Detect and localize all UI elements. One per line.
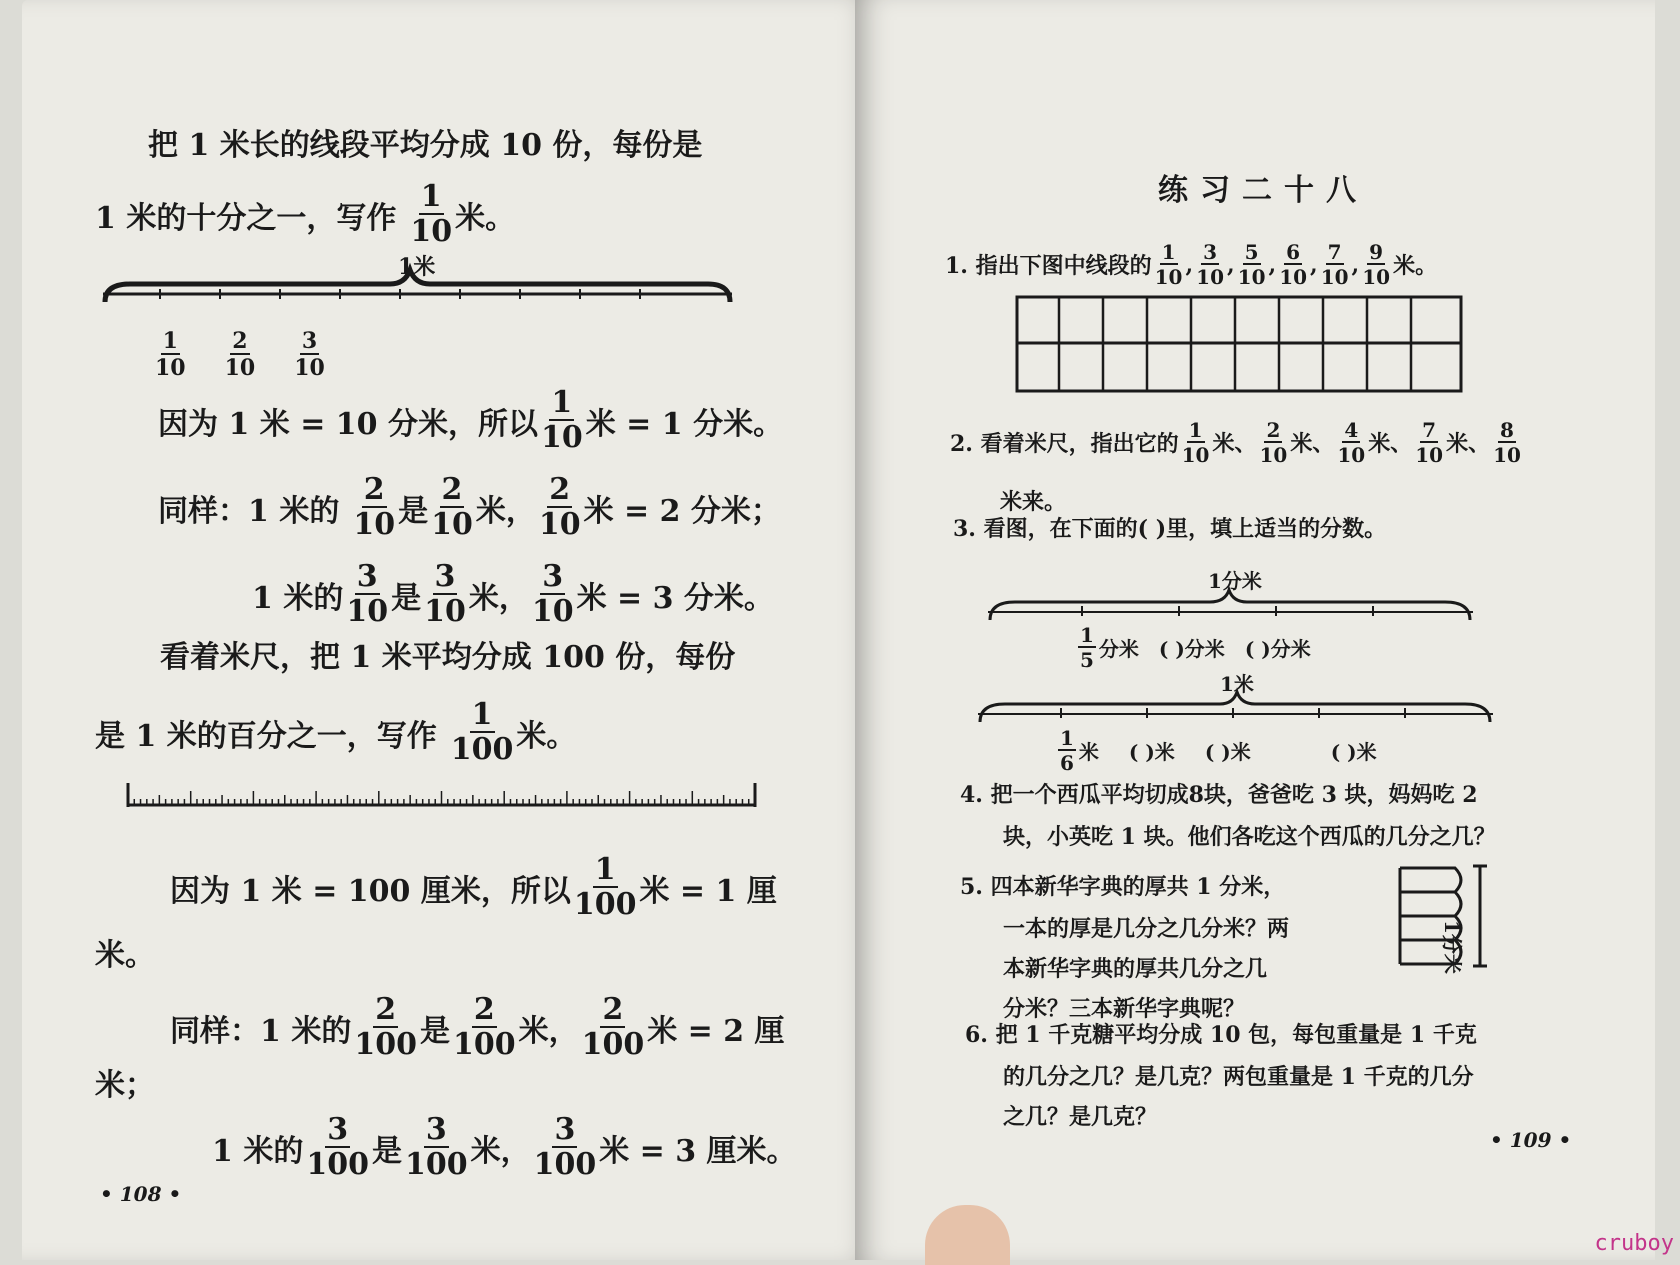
fraction-2-10: $\frac{2}{10}$ (431, 472, 473, 542)
meter-answers: $\frac{1}{6}$ 米 ( )米 ( )米 ( )米 (1060, 726, 1377, 775)
question-4-line-2: 块，小英吃 1 块。他们各吃这个西瓜的几分之几？ (1003, 824, 1496, 850)
line-11: 米； (95, 1068, 155, 1103)
decimeter-label: 1分米 (1208, 569, 1262, 593)
d1-blank-1[interactable]: ( )分米 (1158, 637, 1225, 661)
ruler-1-fractions (152, 330, 328, 379)
fraction-3-100: $\frac{3}{100}$ (306, 1112, 369, 1182)
question-6-line-2: 的几分之几？是几克？两包重量是 1 千克的几分 (1003, 1064, 1474, 1090)
question-5-line-2: 一本的厚是几分之几分米？两 (1003, 916, 1290, 942)
q2-frac-1: $\frac{1}{10}$ (1181, 418, 1210, 467)
fraction-1-10: $\frac{1}{10}$ (540, 385, 583, 455)
fraction-3-100: $\frac{3}{100}$ (533, 1112, 597, 1182)
question-6-line-1: 6. 把 1 千克糖平均分成 10 包，每包重量是 1 千克 (965, 1022, 1477, 1048)
ruler-frac-3: $\frac{3}{10}$ (294, 328, 325, 381)
d1-blank-2[interactable]: ( )分米 (1244, 637, 1311, 661)
ruler-frac-2: $\frac{2}{10}$ (224, 328, 256, 381)
fraction-3-10: $\frac{3}{10}$ (424, 559, 466, 629)
line-8: 因为 1 米 = 100 厘米，所以 $\frac{1}{100}$ 米 = 1 厘 (170, 852, 777, 922)
fraction-3-10: $\frac{3}{10}$ (346, 559, 389, 629)
line-2-text: 1 米的十分之一，写作 (95, 200, 397, 236)
d2-blank-2[interactable]: ( )米 (1204, 740, 1251, 764)
fraction-1-10: $\frac{1}{10}$ (410, 179, 453, 249)
q1-frac-4: $\frac{6}{10}$ (1279, 240, 1308, 289)
fraction-1-100: $\frac{1}{100}$ (450, 697, 514, 767)
question-5-line-1: 5. 四本新华字典的厚共 1 分米， (960, 874, 1286, 900)
d2-blank-3[interactable]: ( )米 (1330, 740, 1377, 764)
meter-brace-2 (975, 682, 1505, 732)
meter-ruler-brace (100, 262, 740, 322)
q1-frac-3: $\frac{5}{10}$ (1237, 240, 1266, 289)
q2-frac-4: $\frac{7}{10}$ (1415, 418, 1444, 467)
decimeter-answers: $\frac{1}{5}$ 分米 ( )分米 ( )分米 (1080, 623, 1311, 672)
question-2: 2. 看着米尺，指出它的 $\frac{1}{10}$ 米、 $\frac{2}{10}$ 米、 $\frac{4}{10}$ 米、 $\frac{7}{10}$ 米、 $\frac{8}{10}$ (950, 418, 1521, 467)
decimeter-brace (985, 580, 1485, 630)
exercise-title: 练习二十八 (1158, 173, 1368, 208)
line-10: 同样：1 米的 $\frac{2}{100}$ 是 $\frac{2}{100}$ 米， $\frac{2}{100}$ 米 = 2 厘 (170, 992, 785, 1062)
q1-frac-2: $\frac{3}{10}$ (1196, 240, 1224, 289)
q2-frac-5: $\frac{8}{10}$ (1493, 418, 1521, 467)
fraction-2-100: $\frac{2}{100}$ (354, 992, 417, 1062)
segment-grid-figure (1015, 295, 1465, 395)
d1-frac: $\frac{1}{5}$ (1080, 623, 1094, 672)
page-number-left: • 108 • (100, 1182, 182, 1206)
q2-frac-2: $\frac{2}{10}$ (1259, 418, 1288, 467)
line-4: 同样：1 米的 $\frac{2}{10}$ 是 $\frac{2}{10}$ 米， $\frac{2}{10}$ 米 = 2 分米； (158, 472, 781, 542)
fraction-1-100: $\frac{1}{100}$ (573, 852, 637, 922)
q1-frac-5: $\frac{7}{10}$ (1320, 240, 1349, 289)
question-4-line-1: 4. 把一个西瓜平均切成8块，爸爸吃 3 块，妈妈吃 2 (960, 782, 1478, 808)
fraction-2-100: $\frac{2}{100}$ (581, 992, 645, 1062)
question-2-cont: 米来。 (1000, 489, 1067, 515)
question-5-line-3: 本新华字典的厚共几分之几 (1003, 956, 1268, 982)
q1-frac-6: $\frac{9}{10}$ (1362, 240, 1391, 289)
line-6: 看着米尺，把 1 米平均分成 100 份，每份 (160, 640, 736, 675)
ruler-1-label: 1米 (398, 254, 436, 280)
line-5: 1 米的 $\frac{3}{10}$ 是 $\frac{3}{10}$ 米， $\frac{3}{10}$ 米 = 3 分米。 (252, 559, 774, 629)
fraction-2-10: $\frac{2}{10}$ (353, 472, 396, 542)
fraction-2-10: $\frac{2}{10}$ (538, 472, 581, 542)
meter-label-2: 1米 (1220, 672, 1254, 696)
line-3: 因为 1 米 = 10 分米，所以 $\frac{1}{10}$ 米 = 1 分米。 (158, 385, 784, 455)
line-2 (95, 179, 516, 249)
watermark: cruboy (1594, 1231, 1674, 1256)
fraction-2-100: $\frac{2}{100}$ (452, 992, 516, 1062)
question-3: 3. 看图，在下面的( )里，填上适当的分数。 (953, 516, 1387, 542)
line-1: 把 1 米长的线段平均分成 10 份，每份是 (148, 128, 703, 163)
fraction-3-100: $\frac{3}{100}$ (404, 1112, 468, 1182)
line-7: 是 1 米的百分之一，写作 $\frac{1}{100}$ 米。 (95, 697, 577, 767)
fraction-3-10: $\frac{3}{10}$ (531, 559, 574, 629)
ruler-frac-1: $\frac{1}{10}$ (155, 328, 186, 381)
question-6-line-3: 之几？是几克？ (1003, 1104, 1158, 1130)
page-number-right: • 109 • (1490, 1128, 1572, 1152)
d2-frac: $\frac{1}{6}$ (1060, 726, 1074, 775)
line-2-unit: 米。 (455, 200, 516, 236)
line-12: 1 米的 $\frac{3}{100}$ 是 $\frac{3}{100}$ 米， $\frac{3}{100}$ 米 = 3 厘米。 (212, 1112, 797, 1182)
dictionary-label: 1分米 (1440, 920, 1464, 974)
question-5-line-4: 分米？三本新华字典呢？ (1003, 996, 1246, 1022)
q2-frac-3: $\frac{4}{10}$ (1337, 418, 1366, 467)
q1-frac-1: $\frac{1}{10}$ (1154, 240, 1183, 289)
centimeter-ruler (125, 775, 765, 815)
d2-blank-1[interactable]: ( )米 (1128, 740, 1175, 764)
line-9: 米。 (95, 938, 155, 973)
question-1: 1. 指出下图中线段的 $\frac{1}{10}$ , $\frac{3}{10}$ , $\frac{5}{10}$ , $\frac{6}{10}$ , $\frac{7}{10}$ , $\frac{9}{10}$ 米。 (945, 240, 1438, 289)
